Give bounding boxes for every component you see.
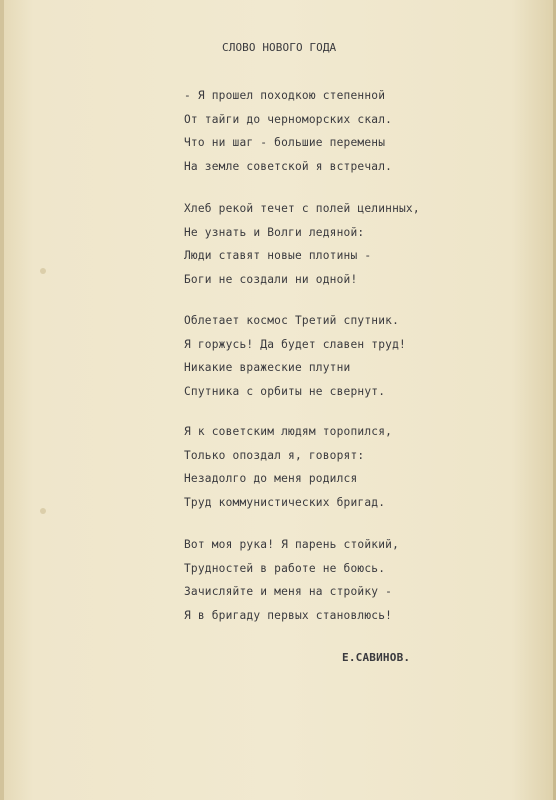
poem-line: От тайги до черноморских скал. [184, 112, 393, 126]
poem-title: СЛОВО НОВОГО ГОДА [222, 41, 337, 54]
poem-line: На земле советской я встречал. [184, 159, 393, 173]
poem-line: Никакие вражеские плутни [184, 361, 351, 374]
stanza-5 [184, 533, 399, 627]
poem-line: Зачисляйте и меня на стройку - [184, 585, 393, 598]
stanza-3 [184, 309, 406, 403]
poem-line: Только опоздал я, говорят: [184, 448, 365, 462]
poem-line: Незадолго до меня родился [184, 472, 358, 485]
stanza-4 [184, 420, 392, 514]
stanza-1 [184, 84, 392, 178]
poem-line: Облетает космос Третий спутник. [184, 314, 399, 327]
punch-hole-mark [40, 268, 46, 274]
poem-line: Хлеб рекой течет с полей целинных, [184, 202, 420, 215]
poem-line: Я горжусь! Да будет славен труд! [184, 337, 406, 351]
poem-line: Люди ставят новые плотины - [184, 249, 372, 262]
poem-line: Боги не создали ни одной! [184, 272, 358, 286]
poem-line: Не узнать и Волги ледяной: [184, 225, 365, 239]
poem-line: Я в бригаду первых становлюсь! [184, 608, 393, 622]
poem-line: - Я прошел походкою степенной [184, 89, 386, 102]
stanza-2 [184, 197, 420, 291]
poem-line: Спутника с орбиты не свернут. [184, 384, 386, 398]
poem-line: Я к советским людям торопился, [184, 425, 393, 438]
author-signature: Е.САВИНОВ. [342, 651, 411, 664]
poem-line: Что ни шаг - большие перемены [184, 136, 386, 149]
poem-line: Трудностей в работе не боюсь. [184, 561, 386, 575]
paper-edge-left [0, 0, 4, 800]
poem-line: Вот моя рука! Я парень стойкий, [184, 538, 399, 551]
poem-line: Труд коммунистических бригад. [184, 495, 386, 509]
punch-hole-mark [40, 508, 46, 514]
